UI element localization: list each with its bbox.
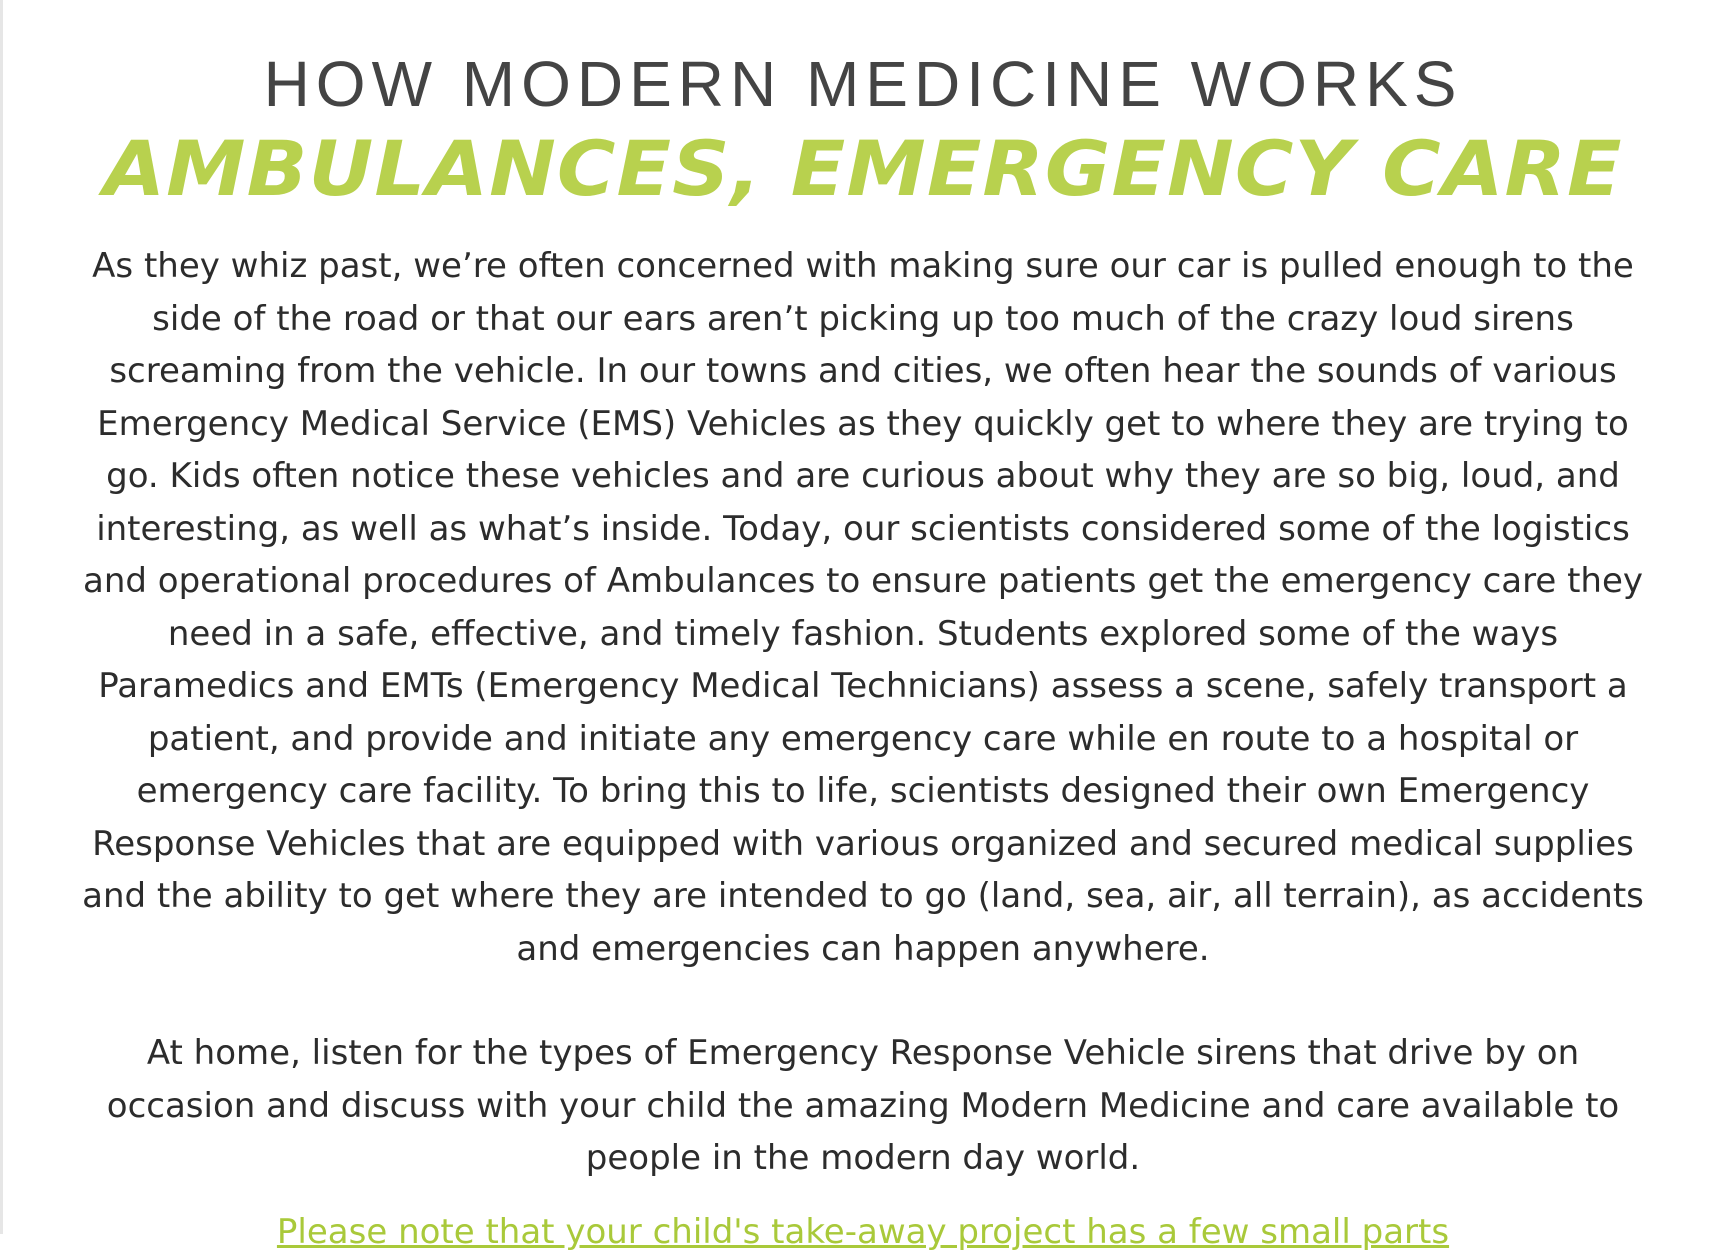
- at-home-paragraph: At home, listen for the types of Emergency Response Vehicle sirens that drive by on occasion and discuss with your child the amazing Modern Medicine and care available to people in the modern day world.: [106, 1033, 1620, 1178]
- document-header: [0, 44, 1726, 214]
- series-kicker: HOW MODERN MEDICINE WORKS: [263, 48, 1463, 120]
- body-content: [70, 240, 1656, 1185]
- page-title: AMBULANCES, EMERGENCY CARE: [103, 124, 1623, 213]
- small-parts-note: Please note that your child's take-away project has a few small parts: [276, 1212, 1450, 1252]
- intro-paragraph: As they whiz past, we’re often concerned with making sure our car is pulled enough to the side of the road or that our ears aren’t picking up too much of the crazy loud sirens screaming from the vehicle. In our towns and cities, we often hear the sounds of various Emergency Medical Service (EMS) Vehicles as they quickly get to where they are trying to go. Kids often notice these vehicles and are curious about why they are so big, loud, and interesting, as well as what’s inside. Today, our scientists considered some of the logistics and operational procedures of Ambulances to ensure patients get the emergency care they need in a safe, effective, and timely fashion. Students explored some of the ways Paramedics and EMTs (Emergency Medical Technicians) assess a scene, safely transport a patient, and provide and initiate any emergency care while en route to a hospital or emergency care facility. To bring this to life, scientists designed their own Emergency Response Vehicles that are equipped with various organized and secured medical supplies and the ability to get where they are intended to go (land, sea, air, all terrain), as accidents and emergencies can happen anywhere.: [82, 246, 1644, 969]
